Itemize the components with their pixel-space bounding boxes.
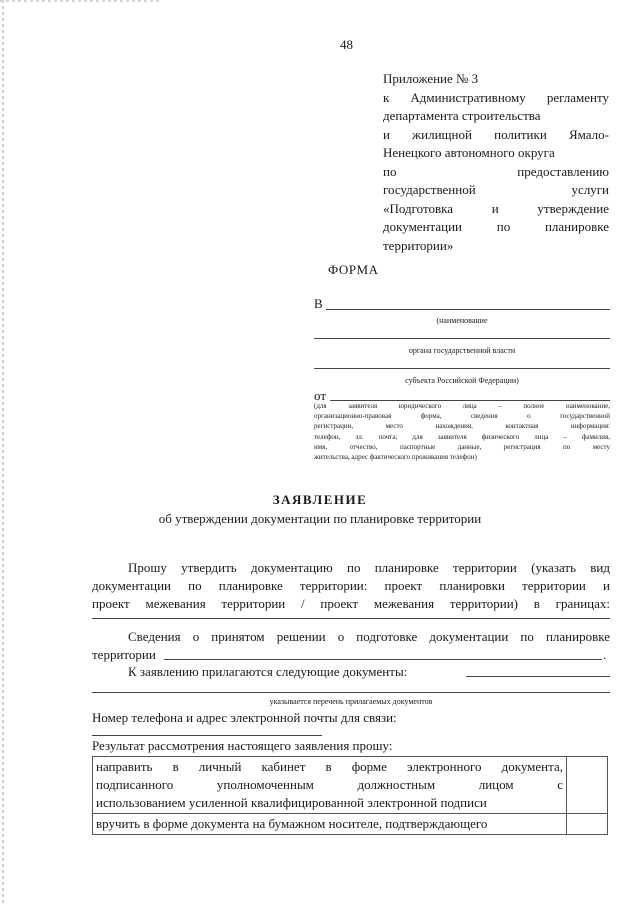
appendix-line: по предоставлению <box>383 163 609 179</box>
option-checkbox[interactable] <box>567 757 608 814</box>
subject-line[interactable] <box>314 368 610 369</box>
form-label: ФОРМА <box>328 262 379 277</box>
note-line: телефон, эл. почта; для заявителя физического лица – фамилия, <box>314 432 610 441</box>
document-subtitle: об утверждении документации по планировке территории <box>158 511 482 526</box>
result-options-table <box>92 756 608 835</box>
authority-line[interactable] <box>314 338 610 339</box>
appendix-line: Приложение № 3 <box>383 71 479 86</box>
documents-line[interactable] <box>466 676 610 677</box>
body-line: Сведения о принятом решении о подготовке документации по планировке <box>128 629 610 644</box>
to-line[interactable] <box>326 309 610 310</box>
page-number: 48 <box>340 37 353 52</box>
option-line: направить в личный кабинет в форме электронного документа, <box>96 759 563 774</box>
appendix-line: и жилищной политики Ямало- <box>383 126 609 142</box>
appendix-line: Ненецкого автономного округа <box>383 145 555 160</box>
note-line: имя, отчество, паспортные данные, регистрация по месту <box>314 442 610 451</box>
body-line: документации по планировке территории: проект планировки территории и <box>92 578 610 593</box>
note-line: организационно-правовая форма, сведения о государственной <box>314 412 610 421</box>
subject-caption: субъекта Российской Федерации) <box>405 376 519 385</box>
body-line: Прошу утвердить документацию по планировке территории (указать вид <box>128 560 610 575</box>
boundaries-line[interactable] <box>92 618 610 619</box>
to-caption: (наименование <box>436 316 488 325</box>
body-line: Результат рассмотрения настоящего заявления прошу: <box>92 738 393 753</box>
appendix-line: департамента строительства <box>383 108 541 123</box>
body-line: территории <box>92 647 156 662</box>
scan-edge-top <box>0 0 160 2</box>
option-checkbox[interactable] <box>567 814 608 835</box>
note-line: регистрации, место нахождения, контактная информация: <box>314 422 610 431</box>
contacts-line[interactable] <box>92 735 322 736</box>
period: . <box>603 647 607 662</box>
note-line: жительства, адрес фактического проживания телефон) <box>314 453 477 462</box>
body-line: проект межевания территории / проект межевания территории) в границах: <box>92 596 610 611</box>
body-line: К заявлению прилагаются следующие документы: <box>128 664 408 679</box>
body-line: Номер телефона и адрес электронной почты для связи: <box>92 710 397 725</box>
from-prefix: от <box>314 388 327 403</box>
decision-line[interactable] <box>164 659 602 660</box>
appendix-line: документации по планировке <box>383 219 609 234</box>
scan-edge <box>2 0 4 905</box>
documents-line-2[interactable] <box>92 692 610 693</box>
applicant-note <box>314 401 610 462</box>
option-line: вручить в форме документа на бумажном носителе, подтверждающего <box>96 816 488 831</box>
appendix-line: государственной услуги <box>383 182 609 197</box>
option-text <box>93 757 567 814</box>
note-line: (для заявителя юридического лица – полное наименование, <box>314 402 610 410</box>
authority-caption: органа государственной власти <box>408 346 516 355</box>
documents-caption: указывается перечень прилагаемых документов <box>269 697 433 706</box>
document-title: ЗАЯВЛЕНИЕ <box>272 492 368 507</box>
option-line: использованием усиленной квалифицированной электронной подписи <box>96 795 487 810</box>
table-row <box>93 757 608 814</box>
option-text <box>93 814 567 835</box>
appendix-header <box>383 70 609 255</box>
appendix-line: территории» <box>383 237 454 253</box>
to-prefix: В <box>314 296 323 311</box>
appendix-line: к Административному регламенту <box>383 89 609 105</box>
appendix-line: «Подготовка и утверждение <box>383 200 609 216</box>
option-line: подписанного уполномоченным должностным лицом с <box>96 777 563 792</box>
table-row <box>93 814 608 835</box>
